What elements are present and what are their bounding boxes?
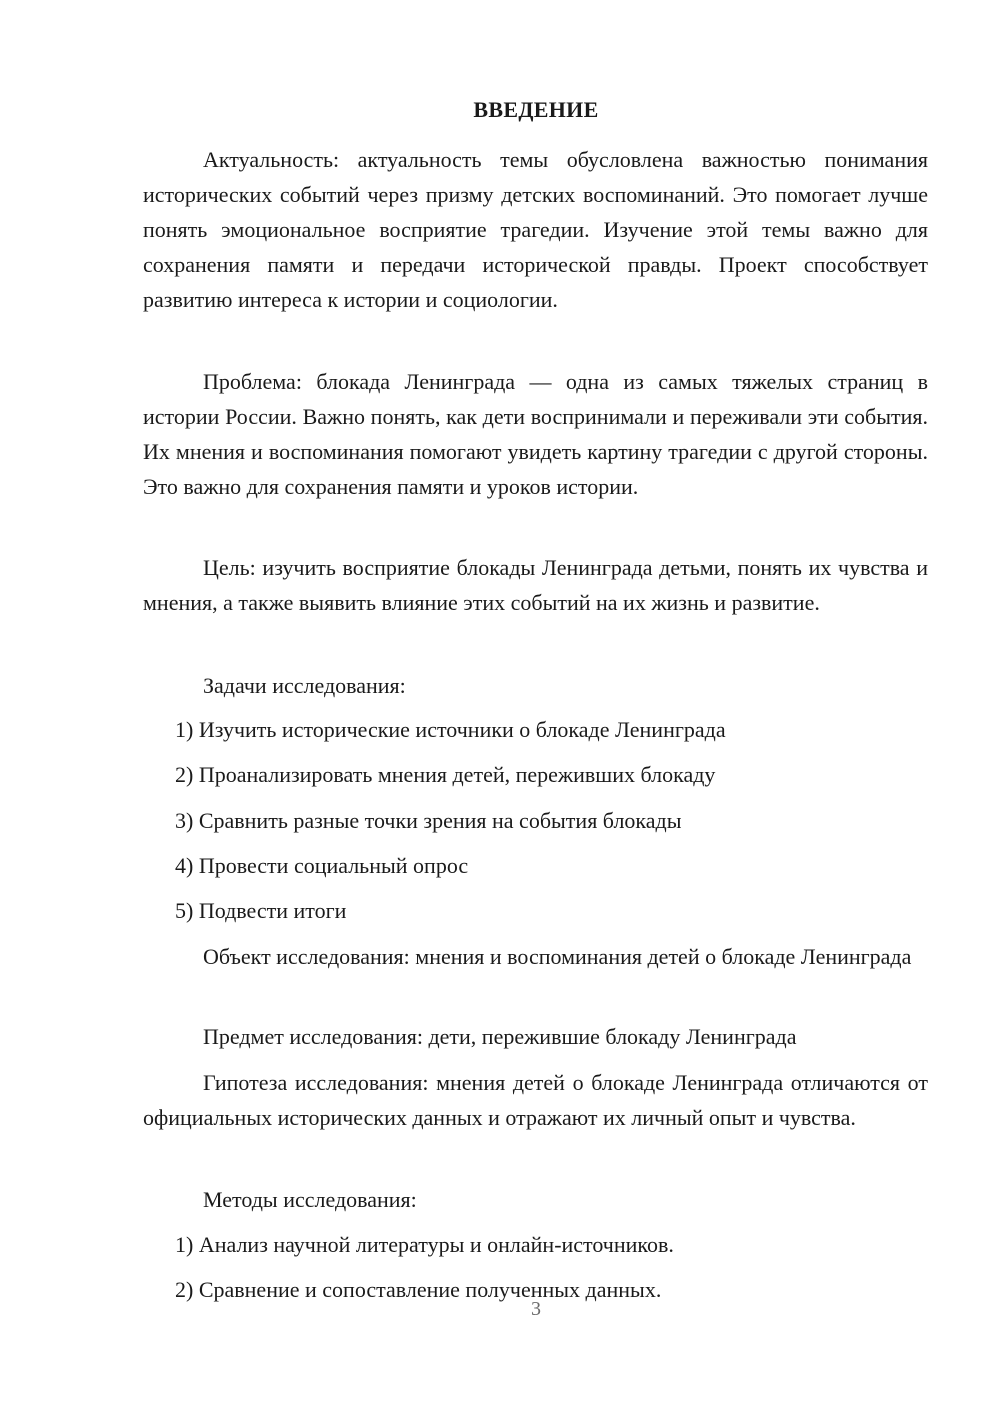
paragraph-relevance: Актуальность: актуальность темы обусловлена важностью понимания исторических событий через призму детских воспоминаний. Это помогает лучше понять эмоциональное восприятие трагедии. Изучение этой темы важно для сохранения памяти и передачи исторической правды. Проект способствует развитию интереса к истории и социологии. bbox=[143, 147, 928, 312]
task-item: 5) Подвести итоги bbox=[175, 898, 347, 923]
method-item: 2) Сравнение и сопоставление полученных данных. bbox=[175, 1277, 662, 1302]
paragraph-object: Объект исследования: мнения и воспоминания детей о блокаде Ленинграда bbox=[203, 944, 912, 969]
methods-heading: Методы исследования: bbox=[203, 1187, 417, 1212]
paragraph-hypothesis: Гипотеза исследования: мнения детей о блокаде Ленинграда отличаются от официальных исторических данных и отражают их личный опыт и чувства. bbox=[143, 1070, 928, 1130]
tasks-heading: Задачи исследования: bbox=[203, 673, 406, 698]
task-item: 4) Провести социальный опрос bbox=[175, 853, 469, 878]
section-title: ВВЕДЕНИЕ bbox=[473, 97, 599, 122]
page-number: 3 bbox=[531, 1298, 541, 1320]
paragraph-problem: Проблема: блокада Ленинграда — одна из самых тяжелых страниц в истории России. Важно понять, как дети воспринимали и переживали эти события. Их мнения и воспоминания помогают увидеть картину трагедии с другой стороны. Это важно для сохранения памяти и уроков истории. bbox=[143, 369, 928, 499]
task-item: 3) Сравнить разные точки зрения на события блокады bbox=[175, 808, 682, 833]
paragraph-subject: Предмет исследования: дети, пережившие блокаду Ленинграда bbox=[203, 1024, 797, 1049]
method-item: 1) Анализ научной литературы и онлайн-источников. bbox=[175, 1232, 674, 1257]
task-item: 2) Проанализировать мнения детей, переживших блокаду bbox=[175, 762, 716, 787]
paragraph-goal: Цель: изучить восприятие блокады Ленинграда детьми, понять их чувства и мнения, а также выявить влияние этих событий на их жизнь и развитие. bbox=[143, 555, 928, 615]
task-item: 1) Изучить исторические источники о блокаде Ленинграда bbox=[175, 717, 726, 742]
